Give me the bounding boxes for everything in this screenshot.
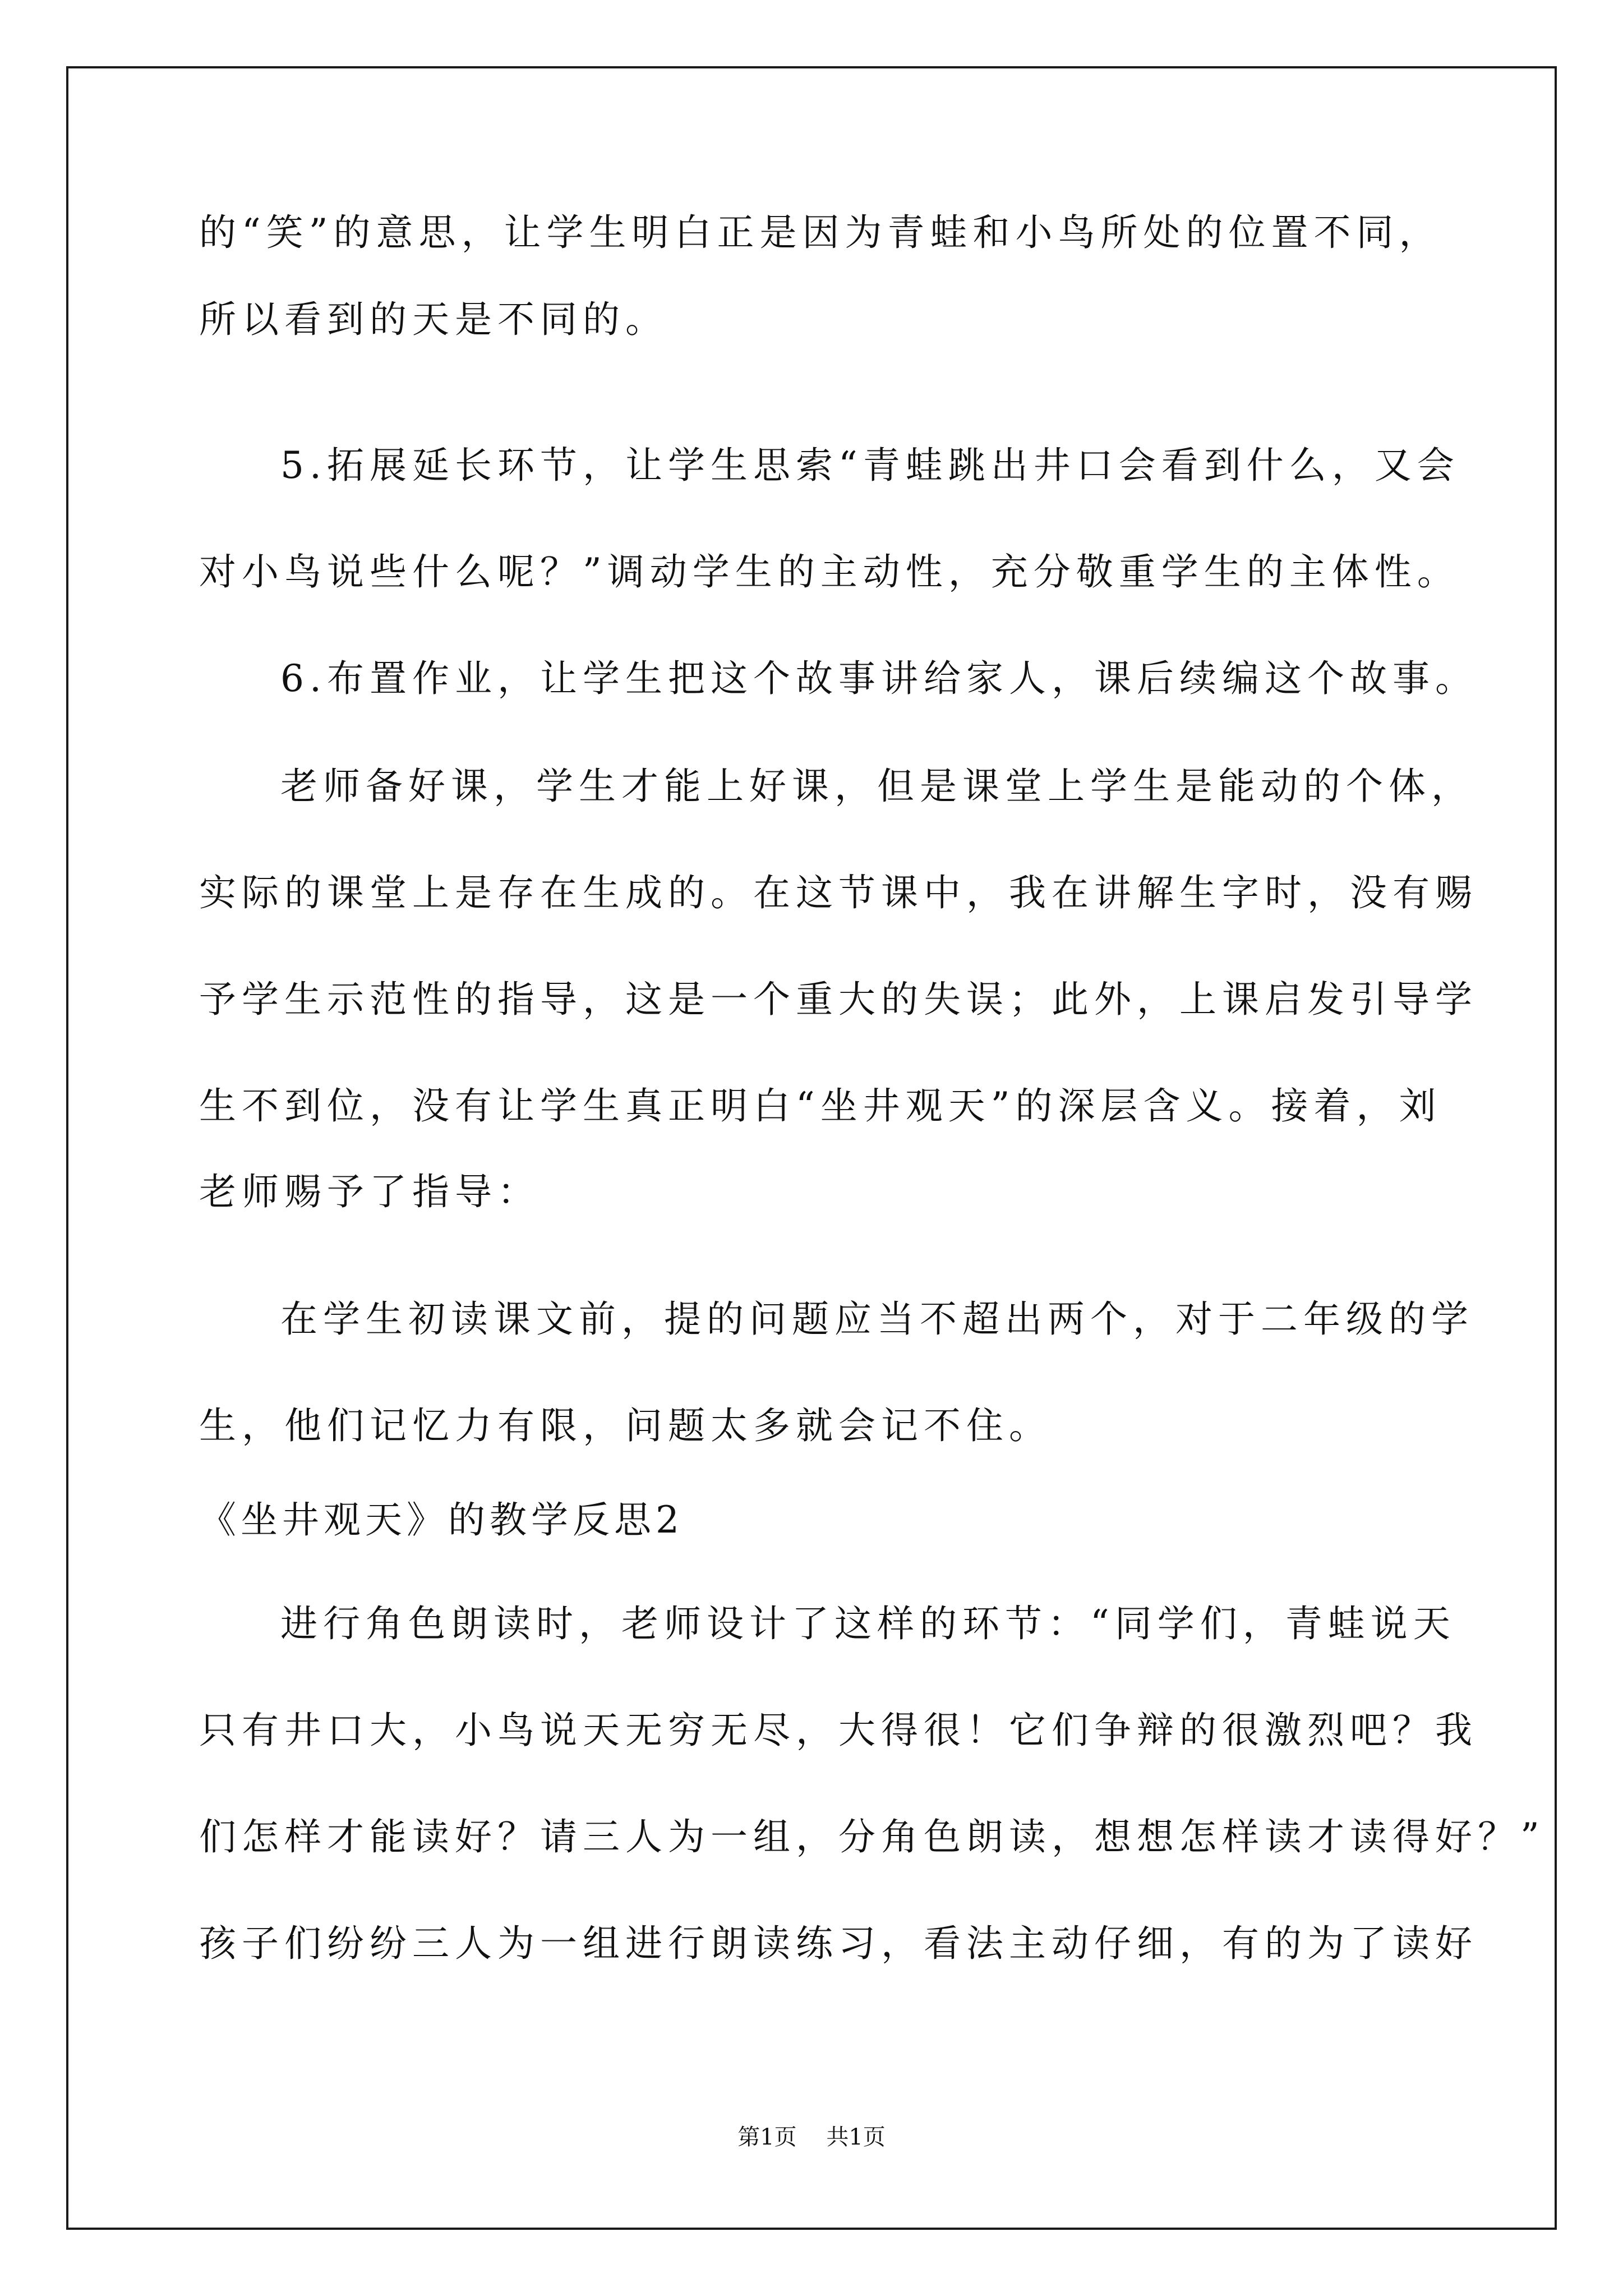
page-border: [66, 66, 1557, 2230]
body-line: 对小鸟说些什么呢？”调动学生的主动性，充分敬重学生的主体性。: [199, 550, 1460, 593]
body-line: 们怎样才能读好？请三人为一组，分角色朗读，想想怎样读才读得好？”: [199, 1815, 1545, 1858]
page-number: 第1页: [737, 2124, 797, 2150]
body-line: 5.拓展延长环节，让学生思索“青蛙跳出井口会看到什么，又会: [280, 444, 1460, 487]
section-heading: 《坐井观天》的教学反思2: [199, 1498, 684, 1542]
body-line: 老师赐予了指导：: [199, 1170, 540, 1213]
body-line: 在学生初读课文前，提的问题应当不超出两个，对于二年级的学: [280, 1297, 1474, 1341]
page-footer: [0, 2123, 1623, 2151]
body-line: 实际的课堂上是存在生成的。在这节课中，我在讲解生字时，没有赐: [199, 871, 1478, 914]
page-total: 共1页: [826, 2124, 886, 2150]
body-line: 予学生示范性的指导，这是一个重大的失误；此外，上课启发引导学: [199, 978, 1478, 1021]
body-line: 所以看到的天是不同的。: [199, 298, 668, 341]
body-line: 生，他们记忆力有限，问题太多就会记不住。: [199, 1404, 1052, 1447]
body-line: 老师备好课，学生才能上好课，但是课堂上学生是能动的个体，: [280, 765, 1474, 808]
body-line: 孩子们纷纷三人为一组进行朗读练习，看法主动仔细，有的为了读好: [199, 1922, 1478, 1965]
body-line: 只有井口大，小鸟说天无穷无尽，大得很！它们争辩的很激烈吧？我: [199, 1709, 1478, 1752]
body-line: 6.布置作业，让学生把这个故事讲给家人，课后续编这个故事。: [280, 657, 1478, 700]
body-line: 生不到位，没有让学生真正明白“坐井观天”的深层含义。接着，刘: [199, 1084, 1442, 1128]
body-line: 的“笑”的意思，让学生明白正是因为青蛙和小鸟所处的位置不同，: [199, 211, 1442, 254]
body-line: 进行角色朗读时，老师设计了这样的环节：“同学们，青蛙说天: [280, 1602, 1456, 1645]
